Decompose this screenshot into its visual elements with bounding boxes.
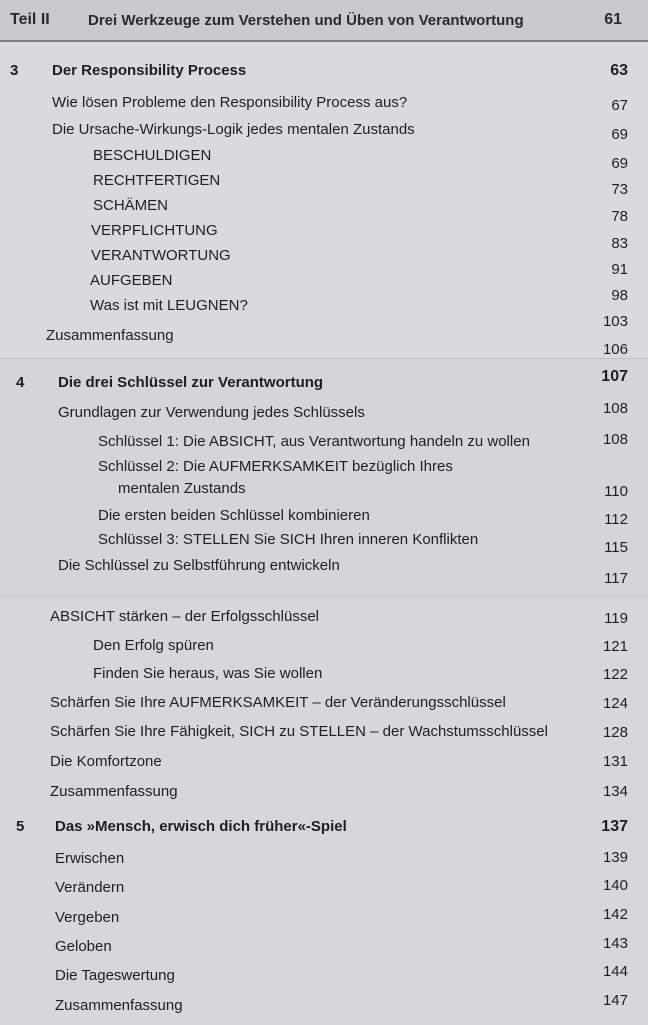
toc-entry[interactable]: ABSICHT stärken – der Erfolgsschlüssel xyxy=(50,608,319,625)
toc-entry-page: 110 xyxy=(604,483,628,500)
chapter-4-page: 107 xyxy=(601,368,628,385)
toc-entry-page: 147 xyxy=(602,992,628,1009)
toc-entry-page: 91 xyxy=(611,261,628,278)
toc-entry-page: 83 xyxy=(611,235,628,252)
toc-entry[interactable]: Wie lösen Probleme den Responsibility Process aus? xyxy=(52,94,408,111)
toc-entry[interactable]: Den Erfolg spüren xyxy=(93,637,214,654)
toc-entry-page: 142 xyxy=(602,906,628,923)
toc-entry[interactable]: VERANTWORTUNG xyxy=(91,247,231,264)
chapter-5-number: 5 xyxy=(16,818,25,835)
toc-entry[interactable]: SCHÄMEN xyxy=(93,197,169,214)
toc-entry-page: 67 xyxy=(611,97,628,114)
toc-entry[interactable]: Die Komfortzone xyxy=(50,753,162,770)
toc-entry[interactable]: Die Ursache-Wirkungs-Logik jedes mentalen Zustands xyxy=(52,121,415,138)
toc-entry-page: 106 xyxy=(602,341,628,358)
toc-entry[interactable]: Die ersten beiden Schlüssel kombinieren xyxy=(98,507,370,524)
part-title: Drei Werkzeuge zum Verstehen und Üben von Verantwortung xyxy=(88,12,524,29)
toc-entry[interactable]: Die Schlüssel zu Selbstführung entwickeln xyxy=(58,557,340,574)
part-page: 61 xyxy=(604,11,622,28)
toc-entry[interactable]: Schärfen Sie Ihre AUFMERKSAMKEIT – der Veränderungsschlüssel xyxy=(50,694,506,711)
chapter-5-page: 137 xyxy=(601,818,628,835)
toc-entry-page: 131 xyxy=(602,753,628,770)
toc-entry-page: 108 xyxy=(602,431,628,448)
toc-entry-page: 122 xyxy=(602,666,628,683)
toc-entry-page: 144 xyxy=(602,963,628,980)
toc-entry-page: 117 xyxy=(604,570,628,587)
toc-entry-page: 128 xyxy=(602,724,628,741)
toc-entry[interactable]: Zusammenfassung xyxy=(50,783,178,800)
toc-entry[interactable]: Schlüssel 3: STELLEN Sie SICH Ihren inneren Konflikten xyxy=(98,531,479,548)
toc-entry-page: 140 xyxy=(602,877,628,894)
toc-entry-continued[interactable]: mentalen Zustands xyxy=(118,480,246,497)
part-header xyxy=(0,0,648,42)
toc-entry[interactable]: Verändern xyxy=(55,879,125,896)
toc-entry[interactable]: Schärfen Sie Ihre Fähigkeit, SICH zu STELLEN – der Wachstumsschlüssel xyxy=(50,723,548,740)
toc-entry-page: 115 xyxy=(604,539,628,556)
page-section-3 xyxy=(0,596,648,1025)
part-label: Teil II xyxy=(10,11,50,28)
toc-entry[interactable]: Geloben xyxy=(55,938,112,955)
toc-entry-page: 139 xyxy=(602,849,628,866)
toc-entry-page: 108 xyxy=(602,400,628,417)
toc-entry-page: 143 xyxy=(602,935,628,952)
chapter-4-title[interactable]: Die drei Schlüssel zur Verantwortung xyxy=(58,374,324,391)
toc-entry-page: 112 xyxy=(604,511,628,528)
toc-entry[interactable]: Zusammenfassung xyxy=(46,327,174,344)
toc-entry[interactable]: RECHTFERTIGEN xyxy=(93,172,221,189)
toc-entry[interactable]: Vergeben xyxy=(55,909,120,926)
chapter-3-page: 63 xyxy=(610,62,628,79)
toc-entry-page: 69 xyxy=(611,126,628,143)
toc-entry-page: 69 xyxy=(611,155,628,172)
toc-entry-page: 98 xyxy=(611,287,628,304)
toc-entry-page: 78 xyxy=(611,208,628,225)
toc-entry-page: 73 xyxy=(611,181,628,198)
toc-entry[interactable]: Schlüssel 2: Die AUFMERKSAMKEIT bezüglich Ihres xyxy=(98,458,453,475)
toc-entry-page: 121 xyxy=(602,638,628,655)
chapter-4-number: 4 xyxy=(16,374,25,391)
toc-entry-page: 119 xyxy=(604,610,628,627)
chapter-5-title[interactable]: Das »Mensch, erwisch dich früher«-Spiel xyxy=(55,818,347,835)
toc-entry[interactable]: Die Tageswertung xyxy=(55,967,175,984)
toc-entry[interactable]: Was ist mit LEUGNEN? xyxy=(90,297,248,314)
chapter-3-number: 3 xyxy=(10,62,19,79)
toc-entry[interactable]: BESCHULDIGEN xyxy=(93,147,212,164)
toc-entry[interactable]: VERPFLICHTUNG xyxy=(91,222,218,239)
toc-entry-page: 103 xyxy=(602,313,628,330)
toc-entry-page: 134 xyxy=(602,783,628,800)
toc-entry-page: 124 xyxy=(602,695,628,712)
toc-entry[interactable]: Finden Sie heraus, was Sie wollen xyxy=(93,665,323,682)
toc-entry[interactable]: Zusammenfassung xyxy=(55,997,183,1014)
toc-entry[interactable]: AUFGEBEN xyxy=(90,272,173,289)
chapter-3-title[interactable]: Der Responsibility Process xyxy=(52,62,247,79)
toc-entry[interactable]: Grundlagen zur Verwendung jedes Schlüssels xyxy=(58,404,365,421)
toc-entry[interactable]: Erwischen xyxy=(55,850,125,867)
toc-entry[interactable]: Schlüssel 1: Die ABSICHT, aus Verantwortung handeln zu wollen xyxy=(98,433,530,450)
